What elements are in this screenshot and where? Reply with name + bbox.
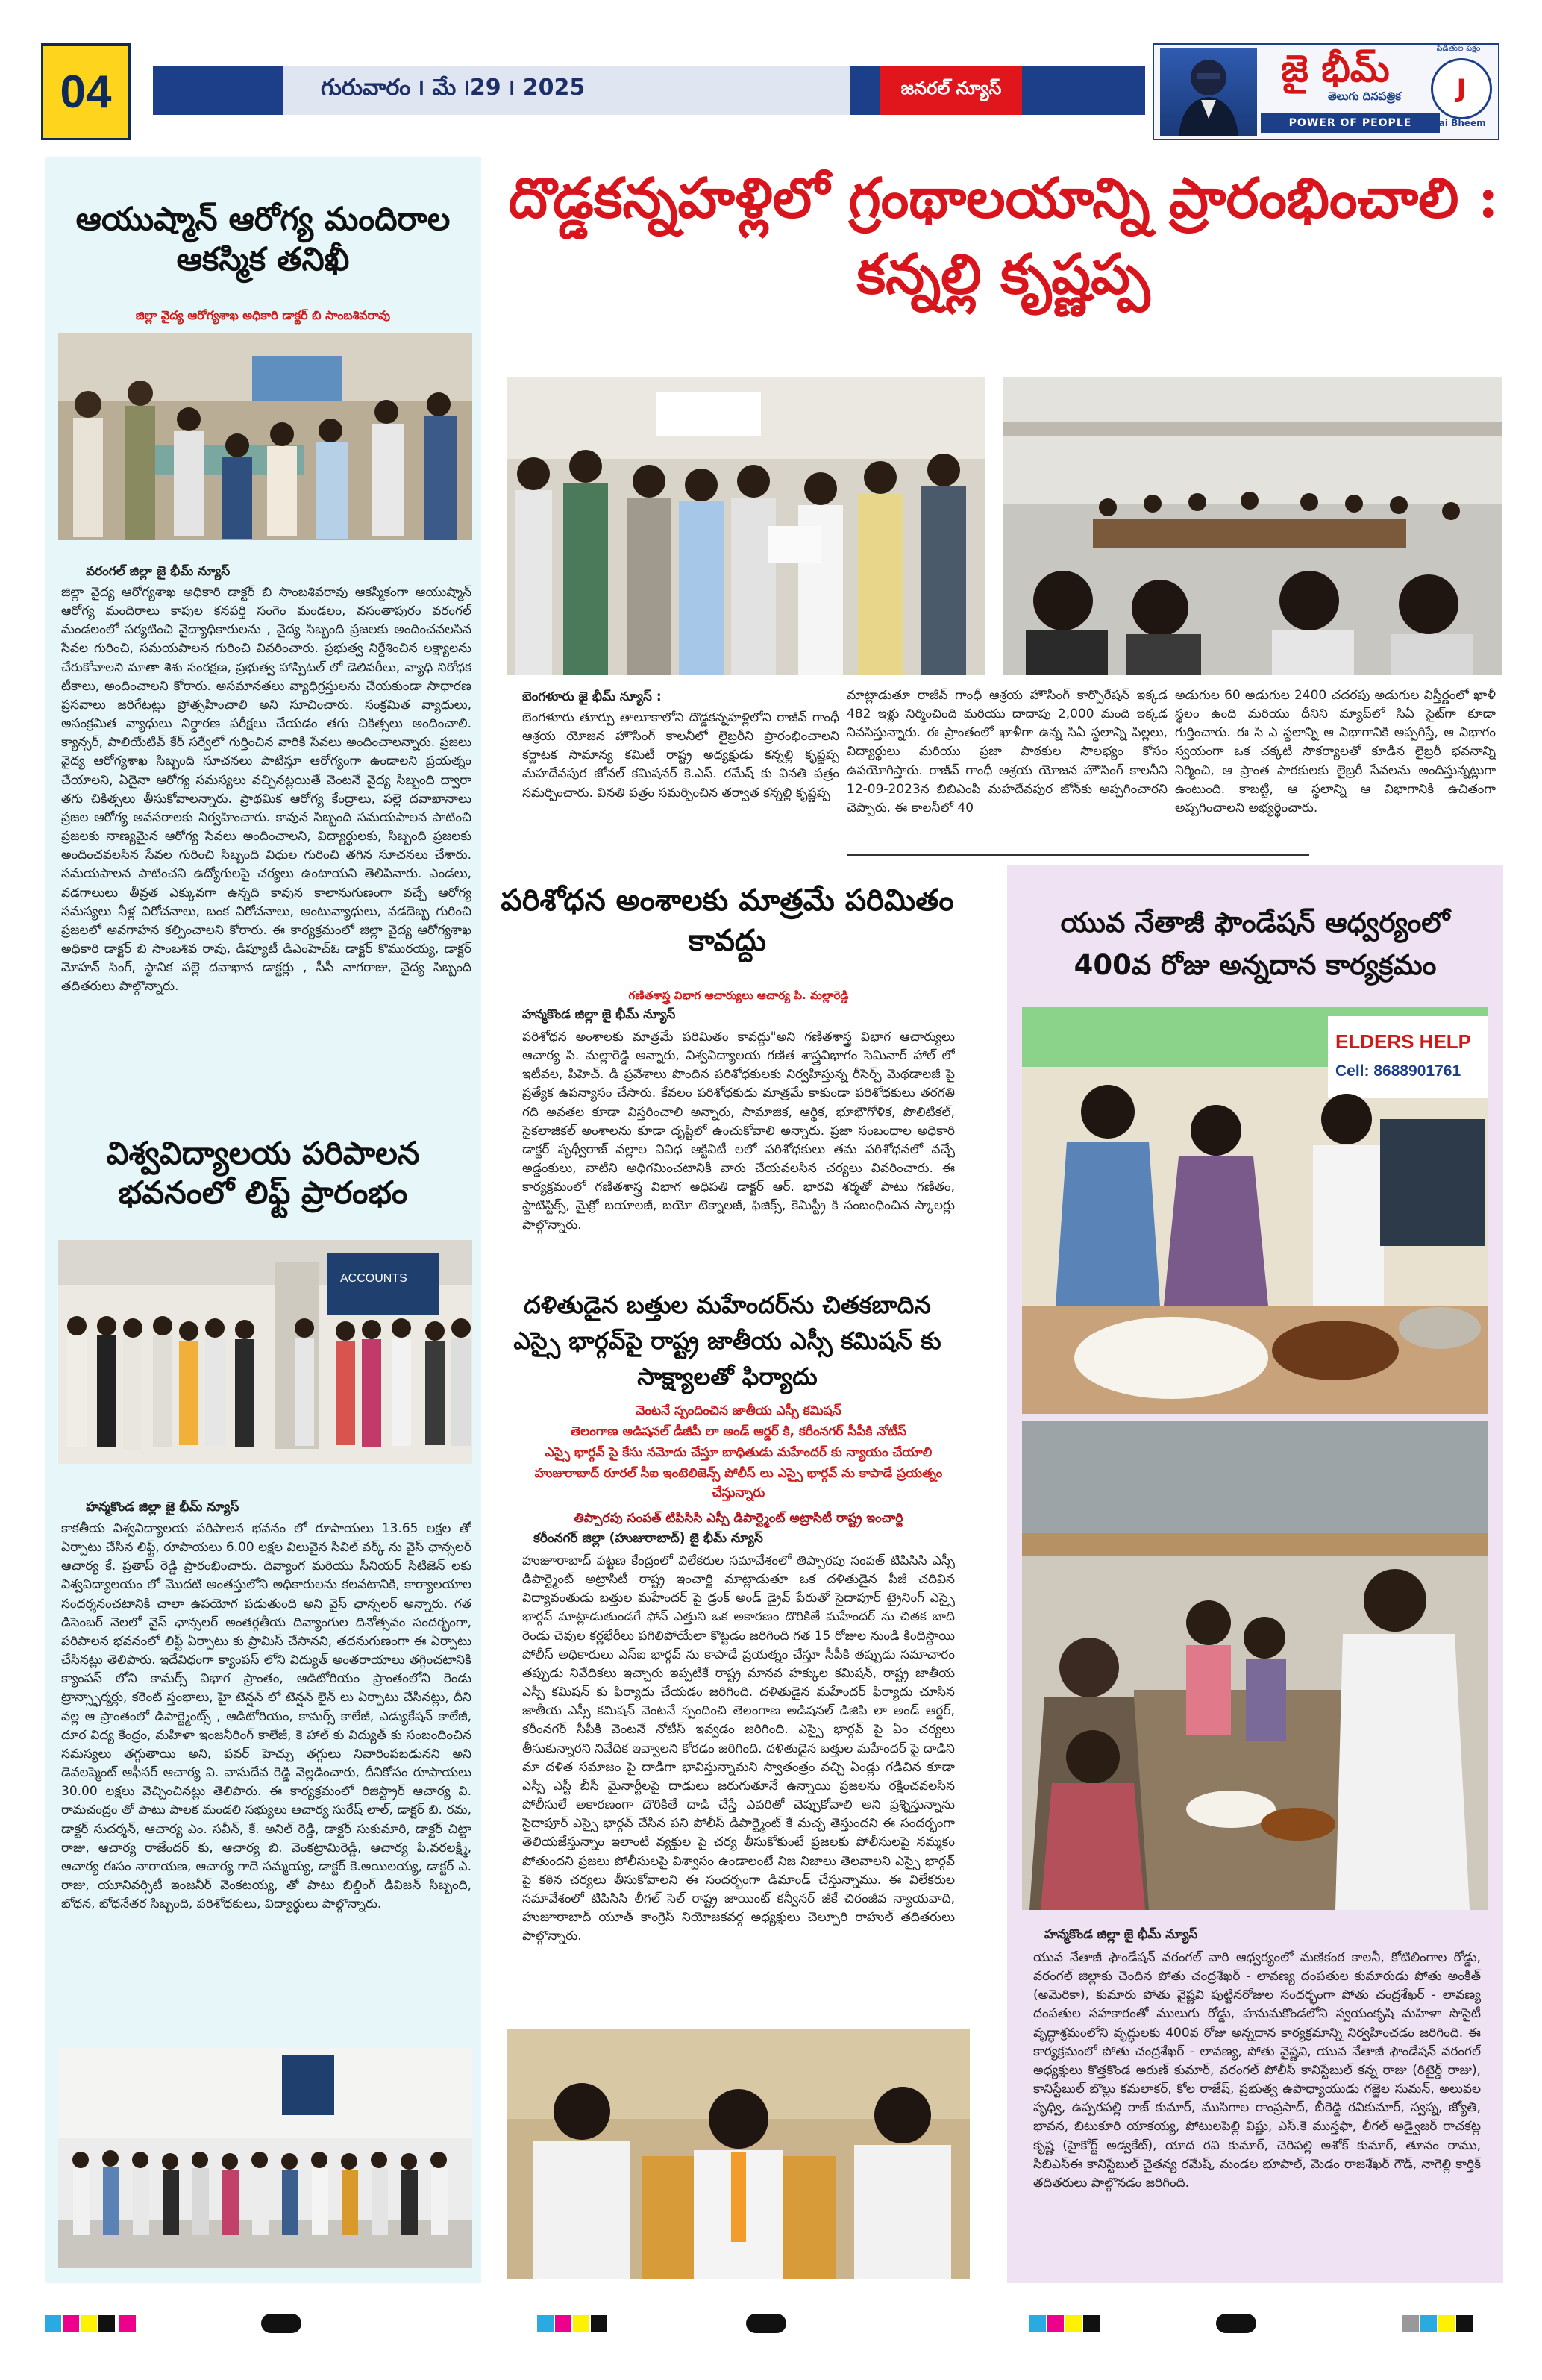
article-2-photo bbox=[58, 1240, 472, 1464]
main-photo-1 bbox=[507, 377, 985, 675]
article-5-title: యువ నేతాజీ ఫౌండేషన్ ఆధ్వర్యంలో 400వ రోజు అన్నదాన కార్యక్రమం bbox=[1060, 906, 1450, 982]
article-5-body: యువ నేతాజీ ఫౌండేషన్ వరంగల్ వారి ఆధ్వర్యంలో మణికంఠ కాలనీ, కోటిలింగాల రోడ్డు, వరంగల్ జిల్లాకు చెందిన పోతు చంద్రశేఖర్ - లావణ్య దంపతుల కుమారుడు పోతు అంకిత్ (అమెరికా), కుమారు పోతు వైష్ణవి పుట్టినరోజుల సందర్భంగా పోతు చంద్రశేఖర్ - లావణ్య దంపతుల సహకారంతో ములుగు రోడ్డు, హనుమకొండలోని స్వయంకృషి మహిళా సొసైటీ వృద్ధాశ్రమంలోని వృద్ధులకు 400వ రోజు అన్నదాన కార్యక్రమాన్ని నిర్వహించడం జరిగింది. ఈ కార్యక్రమంలో పోతు చంద్రశేఖర్ - లావణ్య, పోతు వైష్ణవి, యువ నేతాజీ ఫౌండేషన్ వరంగల్ అధ్యక్షులు కొత్తకొండ అరుణ్ కుమార్, వరంగల్ పోలీస్ కానిస్టేబుల్ కన్న రాజు (రిటైర్డ్ రాజు), కానిస్టేబుల్ బొల్లు కమలాకర్, కోల రాజేష్, ప్రభుత్వ ఉపాధ్యాయుడు గజ్జెల సుమన్, అలువల పృధ్వి, ఉప్పరపల్లి రాజ్ కుమార్, ముసిగాల రాంప్రసాద్, బీరెడ్డి రవికుమార్, స్వప్న, జ్యోతి, భావన, బిటుకూరి యాకయ్య, పోటులపెల్లి విష్ణు, ఎస్.కె ముస్తఫా, లీగల్ అడ్వైజర్ రాచకట్ల కృష్ణ (హైకోర్ట్ అడ్వకేట్), యాద రవి కుమార్, చెరిపల్లి అశోక్ కుమార్, తూనం రాము, సిబిఎస్‌ఈ కానిస్టేబుల్ చైతన్య రమేష్, మండల భూపాల్, మెడం రాజశేఖర్ గౌడ్, నాగెల్లి కార్తిక్ తదితరులు పాల్గొనడం జరిగింది. bbox=[1033, 1950, 1481, 2190]
registration-mark bbox=[261, 2314, 301, 2333]
article-4-kicker-2: తెలంగాణ అడిషనల్ డీజీపీ లా అండ్ ఆర్డర్ కి, కరీంనగర్ సీపీకి నోటీస్ bbox=[570, 1424, 907, 1439]
main-body-col-3: అడుగుల 60 అడుగుల 2400 చదరపు అడుగుల విస్తీర్ణంలో ఖాళీ స్థలం ఉంది మరియు దీనిని మ్యాప్‌లో సిఏ సైట్‌గా కూడా గుర్తించారు. ఈ సి ఎ స్థలాన్ని ఆ విభాగానికి అప్పగిస్తే, ఆ విభాగం స్వయంగా ఒక చక్కటి సౌకర్యాలతో కూడిన లైబ్రరీ భవనాన్ని నిర్మించి, ఆ ప్రాంత పాఠకులకు లైబ్రరీ సేవలను అందిస్తున్నట్లుగా ఉంటుంది. కాబట్టి, ఆ స్థలాన్ని ఆ విభాగానికి ఉచితంగా అప్పగించాలని అభ్యర్థించారు. bbox=[1175, 688, 1496, 815]
logo-badge-icon: J bbox=[1431, 58, 1492, 119]
article-4-kicker-5: తిప్పారపు సంపత్ టిపిసిసి ఎస్సీ డిపార్ట్మెంట్ అట్రాసిటీ రాష్ట్ర ఇంచార్జి bbox=[574, 1511, 903, 1526]
color-bar bbox=[1065, 2315, 1082, 2332]
color-bar bbox=[573, 2315, 589, 2332]
color-bar bbox=[537, 2315, 554, 2332]
logo-corner-text: పీడితుల పక్షం bbox=[1436, 43, 1481, 53]
color-bar bbox=[1029, 2315, 1046, 2332]
article-4-kicker-3: ఎస్సై భార్గవ్ పై కేసు నమోదు చేస్తూ బాధితుడు మహేందర్ కు న్యాయం చేయాలి bbox=[545, 1445, 933, 1460]
article-4-photo bbox=[507, 2029, 970, 2279]
main-photo-2 bbox=[1003, 377, 1502, 675]
color-bar bbox=[1402, 2315, 1419, 2332]
svg-text:ACCOUNTS: ACCOUNTS bbox=[340, 1272, 407, 1285]
color-bar bbox=[1438, 2315, 1455, 2332]
main-headline: దొడ్డకన్నహళ్లిలో గ్రంథాలయాన్ని ప్రారంభించాలి : కన్నల్లి కృష్ణప్ప bbox=[508, 166, 1499, 307]
color-bar bbox=[81, 2315, 97, 2332]
banner-phone: Cell: 8688901761 bbox=[1335, 1062, 1461, 1080]
article-2-title: విశ్వవిద్యాలయ పరిపాలన భవనంలో లిఫ్ట్ ప్రారంభం bbox=[106, 1135, 420, 1211]
color-bar bbox=[45, 2315, 61, 2332]
article-3-title: పరిశోధన అంశాలకు మాత్రమే పరిమితం కావద్దు bbox=[501, 883, 954, 958]
article-3-subline: గణితశాస్త్ర విభాగ ఆచార్యులు ఆచార్య పి. మల్లారెడ్డి bbox=[628, 989, 849, 1002]
article-1-subline: జిల్లా వైద్య ఆరోగ్యశాఖ అధికారి డాక్టర్ బి సాంబశివరావు bbox=[135, 308, 391, 322]
registration-mark bbox=[1216, 2314, 1256, 2333]
article-4-kicker-4: హుజురాబాద్ రూరల్ సీఐ ఇంటెలిజెన్స్ పోలీస్ లు ఎస్సై భార్గవ్ ను కాపాడే ప్రయత్నం చేస్తున్నారు bbox=[534, 1466, 943, 1501]
registration-mark bbox=[746, 2314, 786, 2333]
article-1-body: జిల్లా వైద్య ఆరోగ్యశాఖ అధికారి డాక్టర్ బి సాంబశివరావు ఆకస్మికంగా ఆయుష్మాన్ ఆరోగ్య మందిరాలు కాపుల కనపర్తి సంగెం మండలం, వసంతాపురం వరంగల్ మండలంలో పర్యటించి వైద్యాధికారులను , వైద్య సిబ్బంది ప్రజలకు అందించవలసిన సేవల గురించి, సమయపాలన గురించి వివరించారు. ప్రభుత్వ నిర్దేశించిన లక్ష్యాలను చేరుకోవాలని మాతా శిశు సంరక్షణ, ప్రభుత్వ హాస్పిటల్ లో డెలివరీలు, వ్యాధి నిరోధక టీకాలు, అందించాలని కోరారు. అసమానతలు వ్యాధిగ్రస్తులను చేయకుండా సాధారణ ప్రసవాలు జరిగేటట్లు ప్రోత్సహించాలి అని సూచించారు. సంక్రమిత వ్యాధులు, అసంక్రమిత వ్యాధులు నిర్ధారణ పరీక్షలు చేయడం తగు చికిత్సలు అందించాలి. క్యాన్సర్, పాలియేటివ్ కేర్ సర్వేలో గుర్తించిన వారికి సేవలు అందించాలన్నారు. ప్రజలు వైద్య ఆరోగ్యశాఖ సిబ్బంది సూచనలు పాటిస్తూ ఆరోగ్యంగా ఉండాలని ప్రయత్నం చేయాలని, ఏదైనా ఆరోగ్య సమస్యలు వచ్చినట్లయితే వెంటనే వైద్య సిబ్బంది ద్వారా తగు చికిత్సలు తీసుకోవాలన్నారు. ప్రాథమిక ఆరోగ్య కేంద్రాలు, పల్లె దవాఖానాలు ప్రజల ఆరోగ్య అవసరాలకు నిర్వహించారు. కావున సిబ్బంది సమయపాలన పాటించి ప్రజలకు నాణ్యమైన ఆరోగ్య సేవలు అందించాలని, విద్యార్థులకు, సిబ్బంది ప్రజలకు అందించవలసిన సేవల గురించి సిబ్బంది విధుల గురించి తగిన సూచనలు చేశారు. సమయపాలన పాటించని ఉద్యోగులపై చర్యలు ఉంటాయని తెలిపినారు. ఎండలు, వడగాలులు తీవ్రత ఎక్కువగా ఉన్నది కావున కాలానుగుణంగా వచ్చే ఆరోగ్య సమస్యలు నీళ్ల విరోచనాలు, బంక విరోచనాలు, అంటువ్యాధులు, వడదెబ్బ గురించి ప్రజలలో అవగాహన కల్పించాలని కోరారు. ఈ కార్యక్రమంలో జిల్లా వైద్య ఆరోగ్యశాఖ అధికారి డాక్టర్ బి సాంబశివ రావు, డిప్యూటీ డిఎంహెచ్ఓ డాక్టర్ కొమురయ్య, డాక్టర్ మోహన్ సింగ్, స్థానిక పల్లె దవాఖాన డాక్టర్లు , సీసీ నాగరాజు, వైద్య సిబ్బంది తదితరులు పాల్గొన్నారు. bbox=[61, 585, 471, 995]
main-body-col-2: మాట్లాడుతూ రాజీవ్ గాంధీ ఆశ్రయ హౌసింగ్ కార్పొరేషన్ ఇక్కడ 482 ఇళ్లు నిర్మించింది మరియు దాదాపు 2,000 మంది ఇక్కడ నివసిస్తున్నారు. ఈ ప్రాంతంలో ఖాళీగా ఉన్న సిఏ స్థలాన్ని పిల్లలు, విద్యార్థులు మరియు ప్రజా పాఠకుల సౌలభ్యం కోసం ఉపయోగిస్తారు. రాజీవ్ గాంధీ ఆశ్రయ యోజన హౌసింగ్ కాలనీని 12-09-2023న బిబిఎంపి మహదేవపుర జోన్‌కు అప్పగించారని చెప్పారు. ఈ కాలనీలో 40 bbox=[847, 688, 1168, 815]
article-5-photo-1 bbox=[1022, 1007, 1488, 1414]
color-bar bbox=[1047, 2315, 1064, 2332]
logo-title: జై భీమ్ bbox=[1281, 46, 1390, 90]
article-5-dateline: హన్మకొండ జిల్లా జై భీమ్ న్యూస్ bbox=[1044, 1927, 1198, 1942]
color-bar bbox=[1420, 2315, 1437, 2332]
article-3-dateline: హన్మకొండ జిల్లా జై భీమ్ న్యూస్ bbox=[522, 1007, 676, 1022]
logo-tagline: తెలుగు దినపత్రిక bbox=[1328, 90, 1401, 103]
divider bbox=[847, 854, 1309, 856]
article-1-title: ఆయుష్మాన్ ఆరోగ్య మందిరాల ఆకస్మిక తనిఖీ bbox=[75, 201, 451, 278]
article-2-dateline: హన్మకొండ జిల్లా జై భీమ్ న్యూస్ bbox=[86, 1500, 239, 1515]
article-1-photo bbox=[58, 333, 472, 540]
color-bar bbox=[555, 2315, 571, 2332]
color-bar bbox=[1456, 2315, 1473, 2332]
article-5-photo-2 bbox=[1022, 1421, 1488, 1910]
article-4-title: దళితుడైన బత్తుల మహేందర్‌ను చితకబాదిన ఎస్సై భార్గవ్‌పై రాష్ట్ర జాతీయ ఎస్సీ కమిషన్ కు సాక్ష్యాలతో ఫిర్యాదు bbox=[513, 1291, 941, 1391]
page-number: 04 bbox=[41, 43, 131, 140]
logo-portrait bbox=[1160, 48, 1257, 136]
article-4-kicker-1: వెంటనే స్పందించిన జాతీయ ఎస్సీ కమిషన్ bbox=[636, 1403, 841, 1418]
article-4-dateline: కరీంనగర్ జిల్లా (హుజురాబాద్) జై భీమ్ న్యూస్ bbox=[533, 1531, 763, 1546]
banner-text: ELDERS HELP bbox=[1335, 1030, 1472, 1053]
main-dateline: బెంగళూరు జై భీమ్ న్యూస్ : bbox=[522, 689, 662, 704]
color-bar bbox=[1083, 2315, 1100, 2332]
color-bar bbox=[98, 2315, 115, 2332]
article-4-body: హుజూరాబాద్ పట్టణ కేంద్రంలో విలేకరుల సమావేశంలో తిప్పారపు సంపత్ టిపిసిసి ఎస్సీ డిపార్ట్మెంట్ అట్రాసిటీ రాష్ట్ర ఇంచార్జి మాట్లాడుతూ ఒక దళితుడైన పీజీ చదివిన విద్యావంతుడు బత్తుల మహేందర్ పై డ్రంక్ అండ్ డ్రైవ్ పేరుతో సైదాపూర్ ట్రైనింగ్ ఎస్సై భార్గవ్ మాట్లాడుతుండగే ఫోన్ ఎత్తుని ఒక అకారణం దొరికితే మహేందర్ ను చితక బాది రెండు చెవుల కర్ణభేరీలు పగిలిపోయేలా కొట్టడం జరిగింది గత 15 రోజుల నుండి కిందిస్థాయి పోలీస్ అధికారులు ఎస్ఐ భార్గవ్ ను కాపాడే ప్రయత్నం చేస్తూ సీపీకి తప్పుడు సమాచారం తప్పుడు నివేదికలు ఇచ్చారు ఇప్పటికే రాష్ట్ర మానవ హక్కుల కమిషన్, రాష్ట్ర జాతీయ ఎస్సీ కమిషన్ కు ఫిర్యాదు చేయడం జరిగింది. దళితుడైన మహేందర్ ఫిర్యాదు చూసిన జాతీయ ఎస్సీ కమిషన్ వెంటనే స్పందించి తెలంగాణ అడిషనల్ డిజిపి లా అండ్ ఆర్డర్, కరీంనగర్ సీపీకి వెంటనే నోటీస్ ఇవ్వడం జరిగింది. ఎస్సై భార్గవ్ పై ఏం చర్యలు తీసుకున్నారని నివేదిక ఇవ్వాలని కోరడం జరిగింది. దళితుడైన బత్తుల మహేందర్ పై దాడిని మా దళిత సమాజం పై దాడిగా భావిస్తున్నామని స్వాతంత్రం వచ్చి ఏండ్లు గడిచిన కూడా ఎస్సీ ఎస్టీ బీసీ మైనార్టీలపై దాడులు జరుగుతూనే ఉన్నాయి ప్రజలను రక్షించవలసిన పోలీసులే అకారణంగా దొరికితే దాడి చేస్తే ఎవరితో చెప్పుకోవాలి అని ప్రశ్నిస్తున్నాను సైదాపూర్ ఎస్సై భార్గవ్ చేసిన పని పోలీస్ డిపార్ట్మెంట్ కే మచ్చ తెస్తుందని ఈ సందర్భంగా తెలియజేస్తున్నాం ఇలాంటి వ్యక్తుల పై చర్య తీసుకోకుంటే ప్రజలకు పోలీసులపై నమ్మకం పోతుందని ప్రజలు పోలీసులపై విశ్వాసం ఉండాలంటే నిజ నిజాలు తెలవాలని ఎస్సై భార్గవ్ పై కఠిన చర్యలు తీసుకోవాలని ఈ సందర్భంగా డిమాండ్ చేస్తున్నాము. ఈ విలేకరుల సమావేశంలో టిపిసిసి లీగల్ సెల్ రాష్ట్ర జాయింట్ కన్వీనర్ జీకే చిరంజీవ న్యాయవాది, హుజూరాబాద్ యూత్ కాంగ్రెస్ నియోజకవర్గ అధ్యక్షులు చెల్పూరి రాహుల్ తదితరులు పాల్గొన్నారు. bbox=[522, 1553, 955, 1944]
color-bar bbox=[119, 2315, 136, 2332]
article-3-body: పరిశోధన అంశాలకు మాత్రమే పరిమితం కావద్దు"అని గణితశాస్త్ర విభాగ ఆచార్యులు ఆచార్య పి. మల్లారెడ్డి అన్నారు, విశ్వవిద్యాలయ గణిత శాస్త్రవిభాగం సెమినార్ హాల్ లో ఇటీవల, పిహెచ్. డి ప్రవేశాలు పొందిన పరిశోధకులకు నిర్వహిస్తున్న రీసెర్చ్ మెథడాలజీ పై ప్రత్యేక ఉపన్యాసం చేసారు. కేవలం పరిశోధకుడు మాత్రమే కాకుండా పరిశోధకులు తరగతి గది అవతల కూడా విస్తరించాలి అన్నారు, సామాజిక, ఆర్థిక, భూభౌగోళిక, పొలిటికల్, సైకలాజికల్ అంశాలను కూడా దృష్టిలో ఉంచుకోవాలి అన్నారు. ప్రజా సంబంధాల అధికారి డాక్టర్ పృథ్వీరాజ్ వల్లాల వివిధ ఆక్టివిటీ లలో పరిశోధకులు తమ పరిశోధనలో వచ్చే అడ్డంకులు, వాటిని అధిగమించటానికి వారు చేయవలసిన చర్యలు వివరించారు. ఈ కార్యక్రమంలో గణితశాస్త్ర విభాగ అధిపతి డాక్టర్ ఆర్. భారవి శర్మతో పాటు గణితం, స్టాటిస్టిక్స్, మైక్రో బయాలజీ, బయో టెక్నాలజీ, ఫిజిక్స్, కెమిస్ట్రీ కి సంబంధించిన స్కాలర్లు పాల్గొన్నారు. bbox=[522, 1030, 955, 1233]
color-bar bbox=[63, 2315, 79, 2332]
article-2-body: కాకతీయ విశ్వవిద్యాలయ పరిపాలన భవనం లో రూపాయలు 13.65 లక్షల తో ఏర్పాటు చేసిన లిఫ్ట్, రూపాయలు 6.00 లక్షల విలువైన సివిల్ వర్క్ ను వైస్ ఛాన్సలర్ ఆచార్య కే. ప్రతాప్ రెడ్డి ప్రారంభించారు. దివ్యాంగ మరియు సీనియర్ సిటిజెన్ లకు విశ్వవిద్యాలయం లో మొదటి అంతస్తులోని అధికారులను కలవటానికి, కార్యాలయాల సందర్శనంచటానికి చాలా ఉపయోగ పడుతుంది అని వైస్ ఛాన్సలర్ అన్నారు. గత డిసెంబర్ నెలలో వైస్ ఛాన్సలర్ అంతర్గతీయ దివ్యాంగుల దినోత్సవం సందర్భంగా, పరిపాలన భవనంలో లిఫ్ట్ ఏర్పాటు కు ప్రామిస్ చేసానని, తదనుగుణంగా ఈ ఏర్పాటు చేసినట్లు తెలిపారు. ఇదేవిధంగా క్యాంపస్ లోని విద్యుత్ అంతరాయాలు తగ్గించటానికి క్యాంపస్ లోని కామర్స్ విభాగ ప్రాంతం, ఆడిటోరియం ప్రాంతంలోని రెండు ట్రాన్స్ఫార్మర్లు, కరెంట్ స్తంభాలు, హై టెన్షన్ లో టెన్షన్ లైన్ లు ఏర్పాటు చేసినట్లు, దీని వల్ల ఆ ప్రాంతంలో డిపార్ట్మెంట్స్ , ఆడిటోరియం, కామర్స్ కాలేజీ, ఎడ్యుకేషన్ కాలేజీ, దూర విద్య కేంద్రం, మహిళా ఇంజనీరింగ్ కాలేజీ, కె హాల్ కు విద్యుత్ కు సంబందించిన సమస్యలు తగ్గుతాయి అని, పవర్ హెచ్చు తగ్గులు నివారింపబడునని అని డెవలప్మెంట్ ఆఫీసర్ ఆచార్య వి. వాసుదేవ రెడ్డి వెల్లడించారు, దీనికోసం రూపాయలు 30.00 లక్షలు వెచ్చించినట్లు తెలిపారు. ఈ కార్యక్రమంలో రిజిస్ట్రార్ ఆచార్య వి. రామచంద్రం తో పాటు పాలక మండలి సభ్యులు ఆచార్య సురేష్ లాల్, డాక్టర్ బి. రమ, డాక్టర్ సుదర్శన్, ఆచార్య ఎం. సవీన్, కే. అనిల్ రెడ్డి, డాక్టర్ సుకుమారి, డాక్టర్ చిట్టా రాజు, ఆచార్య రాజేందర్ కు, ఆచార్య బి. వెంకట్రామిరెడ్డి, ఆచార్య పి.వరలక్ష్మి, ఆచార్య ఈసం నారాయణ, ఆచార్య గాదె సమ్మయ్య, డాక్టర్ కె.అయిలయ్య, డాక్టర్ ఎ. రాజు, యూనివర్సిటీ ఇంజనీర్ వెంకటయ్య, తో పాటు బిల్డింగ్ డివిజన్ సిబ్బంది, బోధన, బోధనేతర సిబ్బంది, పరిశోధకులు, విద్యార్థులు పాల్గొన్నారు. bbox=[61, 1521, 471, 1912]
logo-slogan: POWER OF PEOPLE bbox=[1261, 113, 1440, 133]
logo-badge-text: Jai Bheem bbox=[1435, 118, 1486, 128]
section-label: జనరల్ న్యూస్ bbox=[880, 66, 1022, 115]
issue-date: గురువారం ౹ మే ౹29 ౹ 2025 bbox=[321, 75, 586, 101]
main-body-col-1: బెంగళూరు తూర్పు తాలూకాలోని దొడ్డకన్నహళ్లిలోని రాజీవ్ గాంధీ ఆశ్రయ యోజన హౌసింగ్ కాలనీలో లైబ్రరీని ప్రారంభించాలని కర్ణాటక సామాన్య కమిటీ రాష్ట్ర అధ్యక్షుడు కన్నల్లి కృష్ణప్ప మహదేవపుర జోనల్ కమిషనర్ కె.ఎస్. రమేష్ కు వినతి పత్రం సమర్పించారు. వినతి పత్రం సమర్పించిన తర్వాత కన్నల్లి కృష్ణప్ప bbox=[522, 710, 839, 801]
article-1-dateline: వరంగల్ జిల్లా జై భీమ్ న్యూస్ bbox=[86, 564, 231, 579]
article-2-group-photo bbox=[58, 2048, 472, 2268]
color-bar bbox=[591, 2315, 607, 2332]
